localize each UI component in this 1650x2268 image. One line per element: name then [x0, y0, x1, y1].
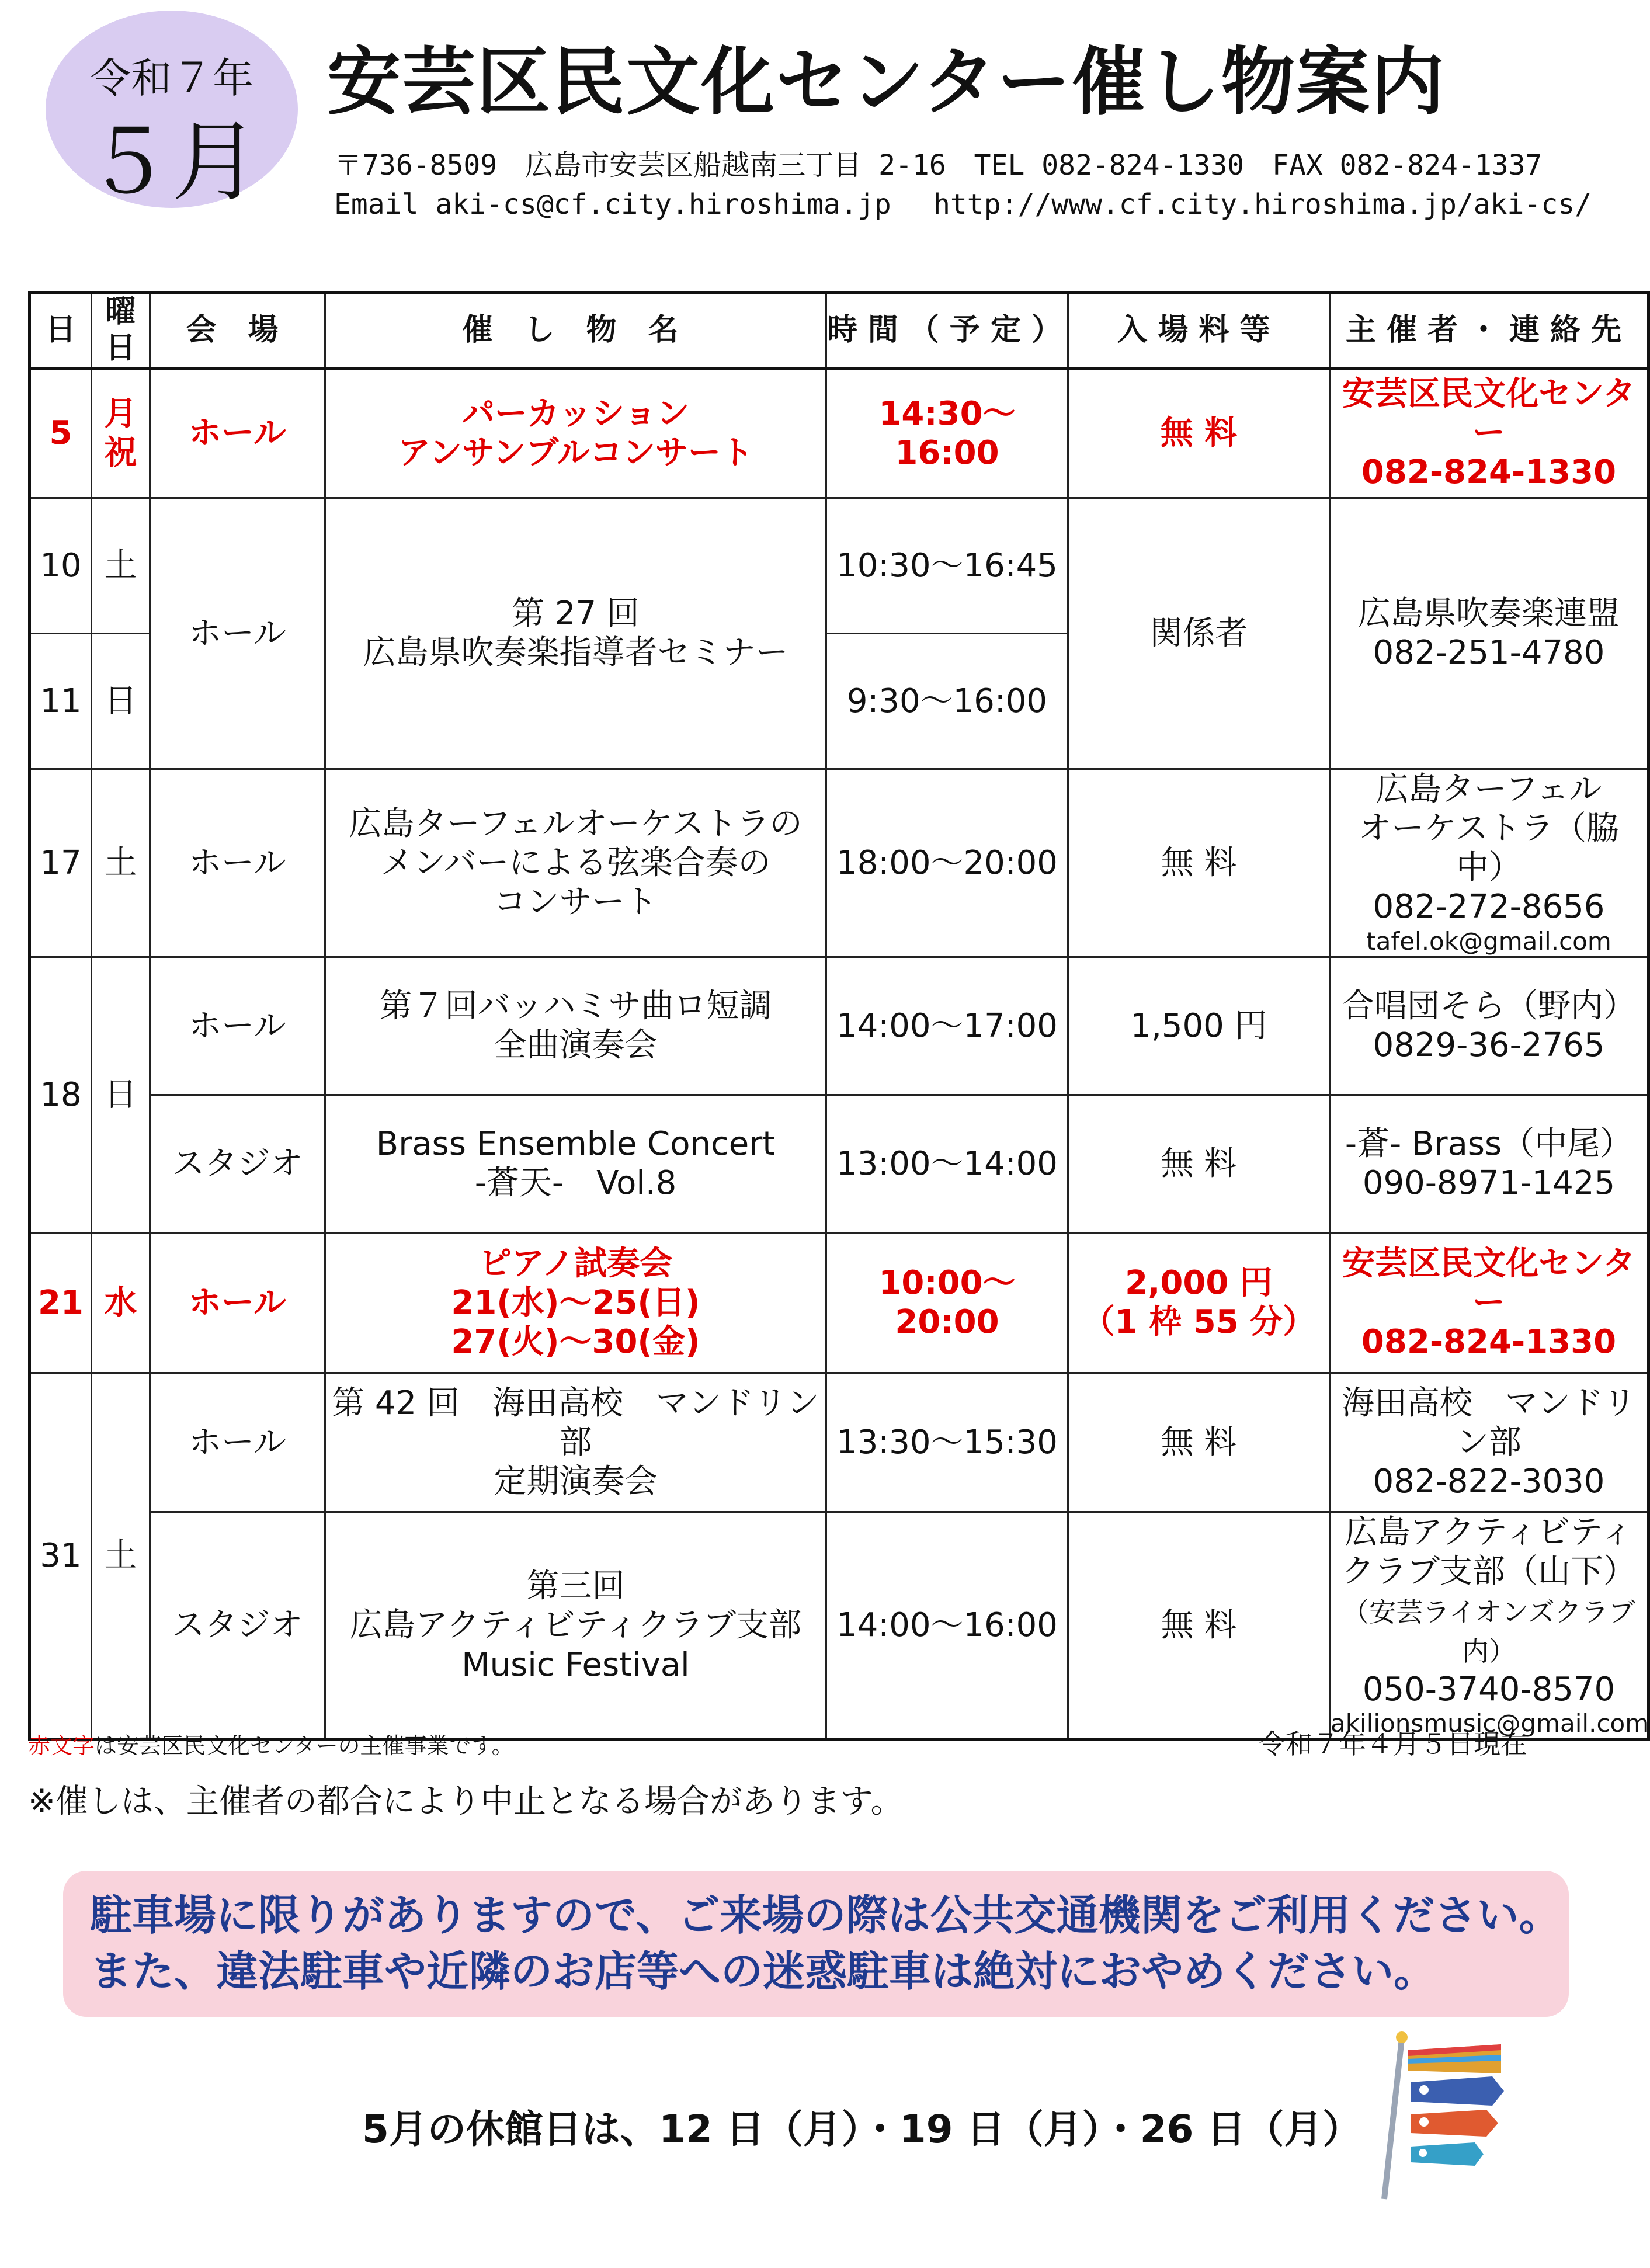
organizer-cell	[1330, 498, 1649, 769]
fee-cell: 無 料	[1068, 368, 1330, 498]
venue-cell: ホール	[150, 1373, 325, 1512]
event-cell	[325, 1095, 826, 1232]
organizer-cell	[1330, 957, 1649, 1095]
closed-days: 5月の休館日は、12 日（月）・19 日（月）・26 日（月）	[362, 2107, 1361, 2152]
organizer: 広島県吹奏楽連盟	[1358, 595, 1620, 633]
time-cell: 9:30～16:00	[826, 633, 1068, 769]
table-row	[30, 957, 1649, 1095]
organizer-cell	[1330, 1373, 1649, 1512]
phone: 082-824-1330	[1361, 1323, 1617, 1362]
weekday-cell: 水	[92, 1232, 150, 1373]
time-cell: 18:00～20:00	[826, 769, 1068, 957]
event-name: メンバーによる弦楽合奏の	[380, 843, 771, 882]
phone: 082-251-4780	[1373, 634, 1605, 672]
fee: 2,000 円	[1125, 1264, 1273, 1303]
time-cell: 14:00～17:00	[826, 957, 1068, 1095]
weekday-cell: 土	[92, 769, 150, 957]
organizer: 海田高校 マンドリン部	[1342, 1384, 1636, 1461]
table-row	[30, 1512, 1649, 1739]
as-of-date: 令和７年４月５日現在	[1259, 1728, 1527, 1760]
event-name: Music Festival	[461, 1645, 690, 1684]
col-event: 催 し 物 名	[325, 293, 826, 369]
weekday-cell: 土	[92, 1373, 150, 1739]
organizer: 安芸区民文化センター	[1342, 375, 1635, 453]
phone: 090-8971-1425	[1362, 1164, 1616, 1203]
fee-cell: 関係者	[1068, 498, 1330, 769]
red-text-note	[28, 1728, 513, 1760]
event-cell	[325, 769, 826, 957]
event-name: 広島アクティビティクラブ支部	[349, 1606, 802, 1645]
event-name: 第７回バッハミサ曲ロ短調	[379, 987, 772, 1026]
table-row	[30, 498, 1649, 633]
fee-cell: 無 料	[1068, 769, 1330, 957]
table-header	[30, 293, 1649, 369]
time-cell: 13:30～15:30	[826, 1373, 1068, 1512]
time-cell: 13:00～14:00	[826, 1095, 1068, 1232]
event-name: 定期演奏会	[494, 1463, 658, 1501]
organizer: オーケストラ（脇中）	[1359, 809, 1619, 887]
day-cell: 10	[30, 498, 92, 633]
holiday: 祝	[104, 433, 137, 472]
phone: 082-824-1330	[1361, 453, 1617, 492]
event-name: Brass Ensemble Concert	[376, 1125, 776, 1163]
red-text-note-body: は安芸区民文化センターの主催事業です。	[95, 1733, 514, 1759]
table-row	[30, 769, 1649, 957]
table-row	[30, 1373, 1649, 1512]
schedule-table	[28, 291, 1650, 1741]
venue-cell: ホール	[150, 1232, 325, 1373]
organizer: クラブ支部（山下）	[1342, 1552, 1636, 1591]
koinobori-icon	[1367, 2027, 1519, 2202]
phone: 082-272-8656	[1373, 888, 1605, 926]
table-row	[30, 1095, 1649, 1232]
phone: 082-822-3030	[1373, 1463, 1605, 1501]
organizer-cell	[1330, 1095, 1649, 1232]
fee-note: （1 枠 55 分）	[1082, 1303, 1316, 1342]
col-fee: 入場料等	[1068, 293, 1330, 369]
time-cell: 14:00～16:00	[826, 1512, 1068, 1739]
event-cell	[325, 1373, 826, 1512]
fee-cell: 無 料	[1068, 1512, 1330, 1739]
organizer: -蒼- Brass（中尾）	[1345, 1125, 1633, 1163]
fee-cell	[1068, 1232, 1330, 1373]
table-row	[30, 1232, 1649, 1373]
event-name: 第 27 回	[512, 595, 640, 633]
event-cell	[325, 368, 826, 498]
time-cell: 14:30～16:00	[826, 368, 1068, 498]
time-cell: 10:00～20:00	[826, 1232, 1068, 1373]
venue-cell: ホール	[150, 368, 325, 498]
month-badge	[46, 11, 298, 213]
event-name: アンサンブルコンサート	[398, 433, 753, 472]
col-venue: 会 場	[150, 293, 325, 369]
venue-cell: スタジオ	[150, 1095, 325, 1232]
event-name: 21(水)～25(日)	[451, 1283, 700, 1322]
day-cell: 11	[30, 633, 92, 769]
day-cell: 5	[30, 368, 92, 498]
organizer-cell	[1330, 368, 1649, 498]
day-cell: 31	[30, 1373, 92, 1739]
weekday-cell: 日	[92, 633, 150, 769]
organizer-cell	[1330, 1232, 1649, 1373]
event-cell	[325, 1232, 826, 1373]
organizer: 広島アクティビティ	[1345, 1513, 1633, 1551]
weekday-cell	[92, 368, 150, 498]
venue-cell: ホール	[150, 957, 325, 1095]
weekday: 月	[104, 394, 137, 433]
organizer-email: tafel.ok@gmail.com	[1366, 926, 1611, 956]
event-name: パーカッション	[461, 394, 690, 433]
fee-cell: 無 料	[1068, 1095, 1330, 1232]
venue-cell: ホール	[150, 498, 325, 769]
event-name: 全曲演奏会	[494, 1026, 658, 1065]
day-cell: 17	[30, 769, 92, 957]
event-name: ピアノ試奏会	[478, 1244, 673, 1283]
event-cell	[325, 1512, 826, 1739]
fee-cell: 1,500 円	[1068, 957, 1330, 1095]
event-name: 27(火)～30(金)	[451, 1323, 700, 1362]
table-row	[30, 368, 1649, 498]
event-name: 第三回	[526, 1567, 625, 1606]
event-name: 第 42 回 海田高校 マンドリン部	[332, 1384, 819, 1461]
fee-cell: 無 料	[1068, 1373, 1330, 1512]
col-day: 日	[30, 293, 92, 369]
organizer-cell	[1330, 769, 1649, 957]
day-cell: 21	[30, 1232, 92, 1373]
website-link[interactable]: http://www.cf.city.hiroshima.jp/aki-cs/	[933, 188, 1592, 221]
event-name: -蒼天- Vol.8	[474, 1164, 677, 1203]
event-cell	[325, 498, 826, 769]
phone: 050-3740-8570	[1362, 1670, 1616, 1708]
organizer: 広島ターフェル	[1375, 770, 1602, 808]
email-line[interactable]: Email aki-cs@cf.city.hiroshima.jp	[334, 188, 891, 221]
page-title: 安芸区民文化センター催し物案内	[327, 39, 1446, 125]
organizer-cell	[1330, 1512, 1649, 1739]
weekday-cell: 土	[92, 498, 150, 633]
venue-cell: ホール	[150, 769, 325, 957]
event-name: コンサート	[494, 883, 658, 921]
organizer-note: （安芸ライオンズクラブ内）	[1342, 1596, 1635, 1668]
event-name: 広島ターフェルオーケストラの	[349, 804, 803, 843]
red-text-label: 赤文字	[28, 1733, 95, 1759]
venue-cell: スタジオ	[150, 1512, 325, 1739]
col-weekday: 曜日	[92, 293, 150, 369]
col-organizer: 主催者・連絡先	[1330, 293, 1649, 369]
address-line: 〒736-8509 広島市安芸区船越南三丁目 2-16 TEL 082-824-1330 FAX 082-824-1337	[334, 149, 1543, 182]
organizer: 合唱団そら（野内）	[1342, 987, 1636, 1026]
month-label: ５月	[84, 112, 259, 213]
time-cell: 10:30～16:45	[826, 498, 1068, 633]
col-time: 時間（予定）	[826, 293, 1068, 369]
parking-notice	[63, 1871, 1569, 2017]
organizer-email: akilionsmusic@gmail.com	[1331, 1708, 1649, 1738]
phone: 0829-36-2765	[1373, 1026, 1605, 1065]
day-cell: 18	[30, 957, 92, 1232]
event-name: 広島県吹奏楽指導者セミナー	[363, 634, 788, 672]
parking-line-1: 駐車場に限りがありますので、ご来場の際は公共交通機関をご利用ください。	[90, 1891, 1561, 1940]
weekday-cell: 日	[92, 957, 150, 1232]
organizer: 安芸区民文化センター	[1342, 1244, 1635, 1322]
parking-line-2: また、違法駐車や近隣のお店等への迷惑駐車は絶対におやめください。	[90, 1947, 1436, 1996]
cancel-note: ※催しは、主催者の都合により中止となる場合があります。	[28, 1783, 904, 1821]
era-label: 令和７年	[90, 54, 253, 102]
event-cell	[325, 957, 826, 1095]
